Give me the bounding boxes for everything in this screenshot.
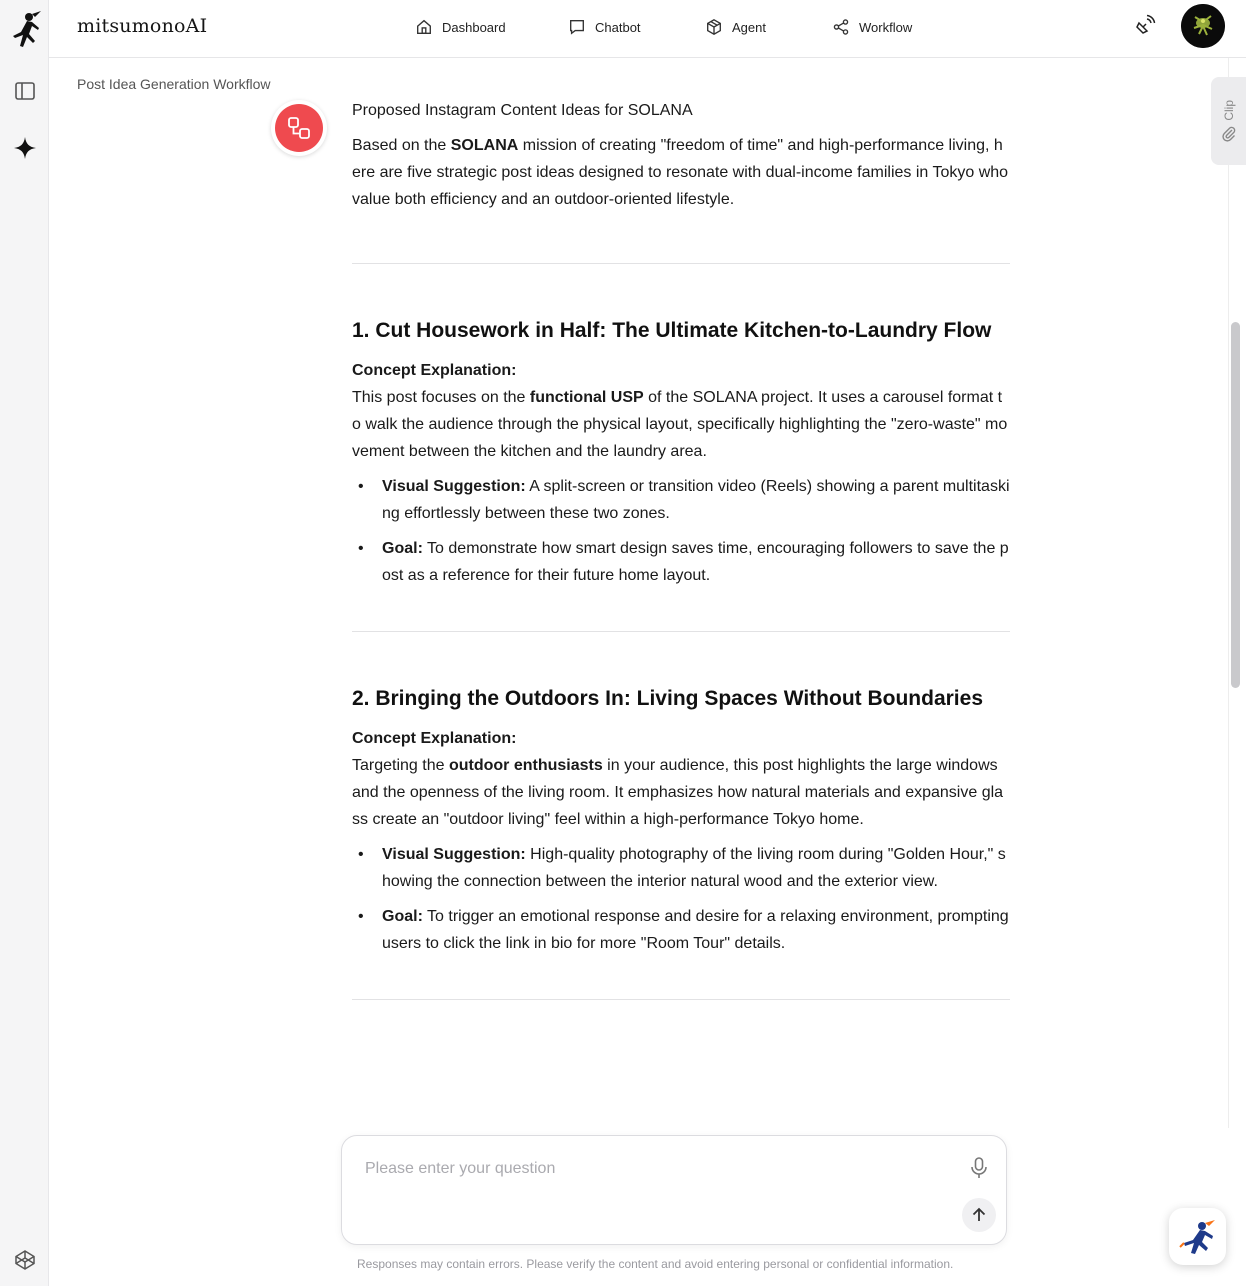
home-icon [415,18,433,36]
paperclip-icon [1222,126,1236,142]
scrollbar-thumb[interactable] [1231,322,1240,688]
codepen-cube-icon[interactable] [12,1247,38,1273]
list-item [352,473,1010,527]
concept-text-pre: This post focuses on the [352,389,530,406]
bullet-text: To demonstrate how smart design saves time, encouraging followers to save the post as a reference for their future home layout. [382,540,1009,584]
arrow-up-icon [970,1206,988,1224]
concept-label-2: Concept Explanation: [352,730,517,747]
intro-paragraph [352,132,1010,213]
chat-bubble-icon [568,18,586,36]
microphone-icon[interactable] [968,1156,990,1180]
bullet-text: To trigger an emotional response and desire for a relaxing environment, prompting users to click the link in bio for more "Room Tour" details. [382,908,1009,952]
assistant-message [352,100,1010,1050]
sidebar-toggle-icon[interactable] [12,78,38,104]
intro-text-bold: SOLANA [450,137,519,154]
divider [352,999,1010,1000]
clip-label: Clip [1221,99,1236,121]
ninja-logo-icon[interactable] [8,10,42,50]
clip-tab[interactable] [1211,77,1246,165]
intro-text-pre: Based on the [352,137,451,154]
concept-text-post: in your audience, this post highlights the large windows and the openness of the living room. It emphasizes how natural materials and expansive glass create an "outdoor living" feel within a high-performance Tokyo home. [352,757,1004,828]
nav-chatbot[interactable] [568,15,641,39]
message-title: Proposed Instagram Content Ideas for SOLANA [352,102,693,119]
intro-text-post: mission of creating "freedom of time" and high-performance living, here are five strategic post ideas designed to resonate with dual-income families in Tokyo who value both efficiency and an outdoor-oriented lifestyle. [352,137,1009,208]
share-nodes-icon [832,18,850,36]
concept-text-pre: Targeting the [352,757,449,774]
bullet-list-1 [352,473,1010,589]
user-avatar[interactable] [1181,4,1225,48]
list-item [352,841,1010,895]
disclaimer-text: Responses may contain errors. Please verify the content and avoid entering personal or confidential information. [357,1257,954,1271]
nav-workflow-label: Workflow [859,19,913,35]
question-composer [341,1135,1007,1245]
left-rail [0,0,49,1286]
nav-workflow[interactable] [832,15,912,39]
nav-dashboard-label: Dashboard [442,19,506,35]
concept-text-bold: functional USP [529,389,644,406]
send-button[interactable] [962,1198,996,1232]
bullet-label: Goal: [382,908,423,925]
nav-chatbot-label: Chatbot [595,19,641,35]
bullet-text: A split-screen or transition video (Reels) showing a parent multitasking effortlessly between these two zones. [382,478,1010,522]
divider [352,631,1010,632]
bullet-label: Goal: [382,540,423,557]
brand-name[interactable]: mitsumonoAI [77,15,208,37]
bullet-list-2 [352,841,1010,957]
nav-dashboard[interactable] [415,15,506,39]
bullet-text: High-quality photography of the living room during "Golden Hour," showing the connection between the interior natural wood and the exterior view. [382,846,1006,890]
top-bar [49,0,1246,58]
list-item [352,535,1010,589]
ninja-helper-button[interactable] [1169,1208,1226,1265]
section-heading-1: 1. Cut Housework in Half: The Ultimate Kitchen-to-Laundry Flow [352,319,992,342]
satellite-signal-icon[interactable] [1134,14,1156,36]
nav-agent-label: Agent [732,19,766,35]
bullet-label: Visual Suggestion: [382,846,526,863]
sparkle-icon[interactable] [12,135,38,161]
bot-avatar [271,100,327,156]
concept-label-1: Concept Explanation: [352,362,517,379]
nav-agent[interactable] [705,15,766,39]
concept-paragraph-1 [352,384,1010,465]
ninja-mascot-icon [1178,1217,1218,1257]
concept-text-post: of the SOLANA project. It uses a carousel format to walk the audience through the physical layout, specifically highlighting the "zero-waste" movement between the kitchen and the laundry area. [352,389,1008,460]
question-input[interactable] [365,1156,945,1182]
breadcrumb[interactable]: Post Idea Generation Workflow [77,76,271,92]
cube-icon [705,18,723,36]
bullet-label: Visual Suggestion: [382,478,526,495]
concept-paragraph-2 [352,752,1010,833]
list-item [352,903,1010,957]
section-heading-2: 2. Bringing the Outdoors In: Living Spaces Without Boundaries [352,687,983,710]
divider [352,263,1010,264]
workflow-nodes-icon [286,115,312,141]
concept-text-bold: outdoor enthusiasts [448,757,603,774]
